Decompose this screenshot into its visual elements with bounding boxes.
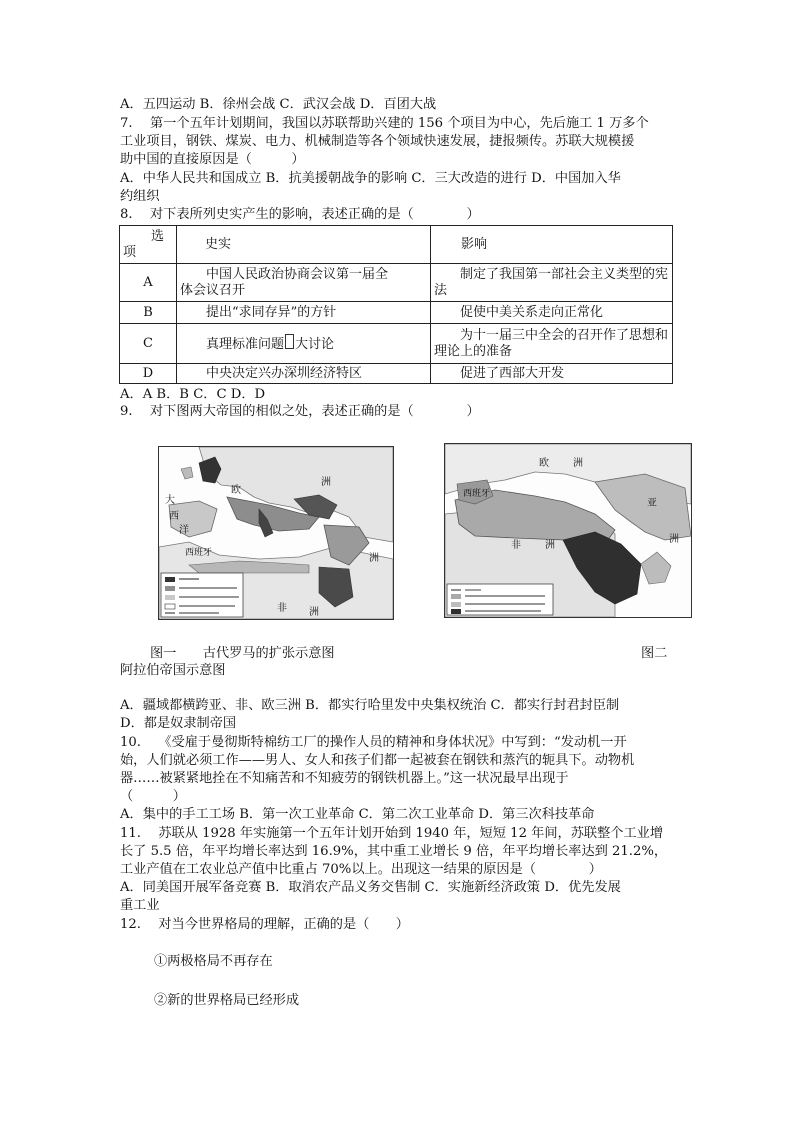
label-yang: 洋 xyxy=(179,525,189,536)
table-row xyxy=(120,302,673,324)
q10-stem-line3: 器……被紧紧地拴在不知痛苦和不知疲劳的钢铁机器上。”这一状况最早出现于 xyxy=(120,771,569,786)
q7-stem-line2: 工业项目，钢铁、煤炭、电力、机械制造等各个领域快速发展，捷报频传。苏联大规模援 xyxy=(120,134,635,149)
arab-empire-map xyxy=(444,443,692,618)
header-effect: 影响 xyxy=(431,226,673,264)
label-zhou3: 洲 xyxy=(369,553,379,564)
q11-options-line1: A．同美国开展军备竞赛 B．取消农产品义务交售制 C．实施新经济政策 D．优先发展 xyxy=(120,880,621,895)
roman-expansion-map xyxy=(158,446,394,620)
row-effect: 促使中美关系走向正常化 xyxy=(431,302,673,324)
q7-options-line2: 约组织 xyxy=(120,189,160,204)
q10-stem-line2: 始，人们就必须工作——男人、女人和孩子们都一起被套在钢铁和蒸汽的轭具下。动物机 xyxy=(120,753,635,768)
label-zhou2: 洲 xyxy=(309,607,319,618)
row-fact: 中央决定兴办深圳经济特区 xyxy=(177,364,431,384)
q8-table xyxy=(119,225,673,384)
roman-map-drawing xyxy=(159,447,393,619)
label-da: 大 xyxy=(165,495,175,506)
label-fei: 非 xyxy=(511,540,521,551)
header-option-top: 选 xyxy=(151,228,165,244)
q9-options-line1: A．疆域都横跨亚、非、欧三洲 B．都实行哈里发中央集权统治 C．都实行封君封臣制 xyxy=(120,698,620,713)
row-fact xyxy=(177,264,431,302)
q8-options: A．A B．B C．C D．D xyxy=(120,387,266,402)
label-fei: 非 xyxy=(277,603,287,614)
q12-item-1: ①两极格局不再存在 xyxy=(154,954,273,969)
row-fact: 提出“求同存异”的方针 xyxy=(177,302,431,324)
table-row xyxy=(120,264,673,302)
row-option: D xyxy=(120,364,177,384)
fact-line1-tail: 大讨论 xyxy=(295,337,335,352)
label-ou: 欧 xyxy=(231,485,241,496)
fig1-caption: 图一 古代罗马的扩张示意图 xyxy=(150,646,335,661)
q11-options-line2: 重工业 xyxy=(120,898,160,913)
table-row xyxy=(120,324,673,364)
q10-stem-line4: （ ） xyxy=(120,789,186,804)
header-option-cell xyxy=(120,226,177,264)
q8-stem: 8. 对下表所列史实产生的影响，表述正确的是（ ） xyxy=(120,207,480,222)
label-ya: 亚 xyxy=(647,498,657,509)
fact-line2: 体会议召开 xyxy=(180,282,246,298)
table-header-row xyxy=(120,226,673,264)
label-zhou3: 洲 xyxy=(669,534,679,545)
row-option: A xyxy=(120,264,177,302)
label-zhou: 洲 xyxy=(321,477,331,488)
q9-options-line2: D．都是奴隶制帝国 xyxy=(120,716,237,731)
row-effect: 促进了西部大开发 xyxy=(431,364,673,384)
row-option: B xyxy=(120,302,177,324)
q11-stem-line1: 11. 苏联从 1928 年实施第一个五年计划开始到 1940 年，短短 12 年间，苏联整个工业增 xyxy=(120,826,664,841)
effect-line1: 为十一届三中全会的召开作了思想和 xyxy=(434,327,669,343)
q10-options: A．集中的手工工场 B．第一次工业革命 C．第二次工业革命 D．第三次科技革命 xyxy=(120,807,595,822)
fact-line1: 真理标准问题 xyxy=(180,337,285,352)
arab-map-drawing xyxy=(445,444,691,617)
q12-item-2: ②新的世界格局已经形成 xyxy=(154,993,300,1008)
q7-stem-line1: 7. 第一个五年计划期间，我国以苏联帮助兴建的 156 个项目为中心，先后施工 1 万多个 xyxy=(120,116,649,131)
label-xi: 西 xyxy=(169,511,179,522)
table-row xyxy=(120,364,673,384)
q12-stem: 12. 对当今世界格局的理解，正确的是（ ） xyxy=(120,917,409,932)
q7-stem-line3: 助中国的直接原因是（ ） xyxy=(120,152,305,167)
q6-options: A．五四运动 B．徐州会战 C．武汉会战 D．百团大战 xyxy=(120,97,437,112)
fig2-caption-label: 图二 xyxy=(641,646,668,661)
effect-line2: 法 xyxy=(434,282,448,298)
effect-line2: 理论上的准备 xyxy=(434,343,513,359)
row-effect xyxy=(431,324,673,364)
label-ou: 欧 xyxy=(539,458,549,469)
row-option: C xyxy=(120,324,177,364)
q7-options-line1: A．中华人民共和国成立 B．抗美援朝战争的影响 C．三大改造的进行 D．中国加入华 xyxy=(120,171,621,186)
effect-line1: 制定了我国第一部社会主义类型的宪 xyxy=(434,266,669,282)
fact-line1: 中国人民政治协商会议第一届全 xyxy=(180,266,389,282)
missing-glyph-box xyxy=(285,334,294,349)
q11-stem-line3: 工业产值在工农业总产值中比重占 70%以上。出现这一结果的原因是（ ） xyxy=(120,862,602,877)
row-effect xyxy=(431,264,673,302)
q10-stem-line1: 10. 《受雇于曼彻斯特棉纺工厂的操作人员的精神和身体状况》中写到：“发动机一开 xyxy=(120,735,627,750)
label-xiban: 西班牙 xyxy=(463,489,491,499)
fig2-caption-title: 阿拉伯帝国示意图 xyxy=(120,663,226,678)
label-zhou2: 洲 xyxy=(545,540,555,551)
label-xibanya: 西班牙 xyxy=(185,548,213,558)
header-fact: 史实 xyxy=(177,226,431,264)
label-zhou: 洲 xyxy=(573,458,583,469)
header-option-bottom: 项 xyxy=(123,244,137,260)
q9-stem: 9. 对下图两大帝国的相似之处，表述正确的是（ ） xyxy=(120,404,480,419)
row-fact xyxy=(177,324,431,364)
q11-stem-line2: 长了 5.5 倍，年平均增长率达到 16.9%，其中重工业增长 9 倍，年平均增长率达到 21.2%， xyxy=(120,844,668,859)
